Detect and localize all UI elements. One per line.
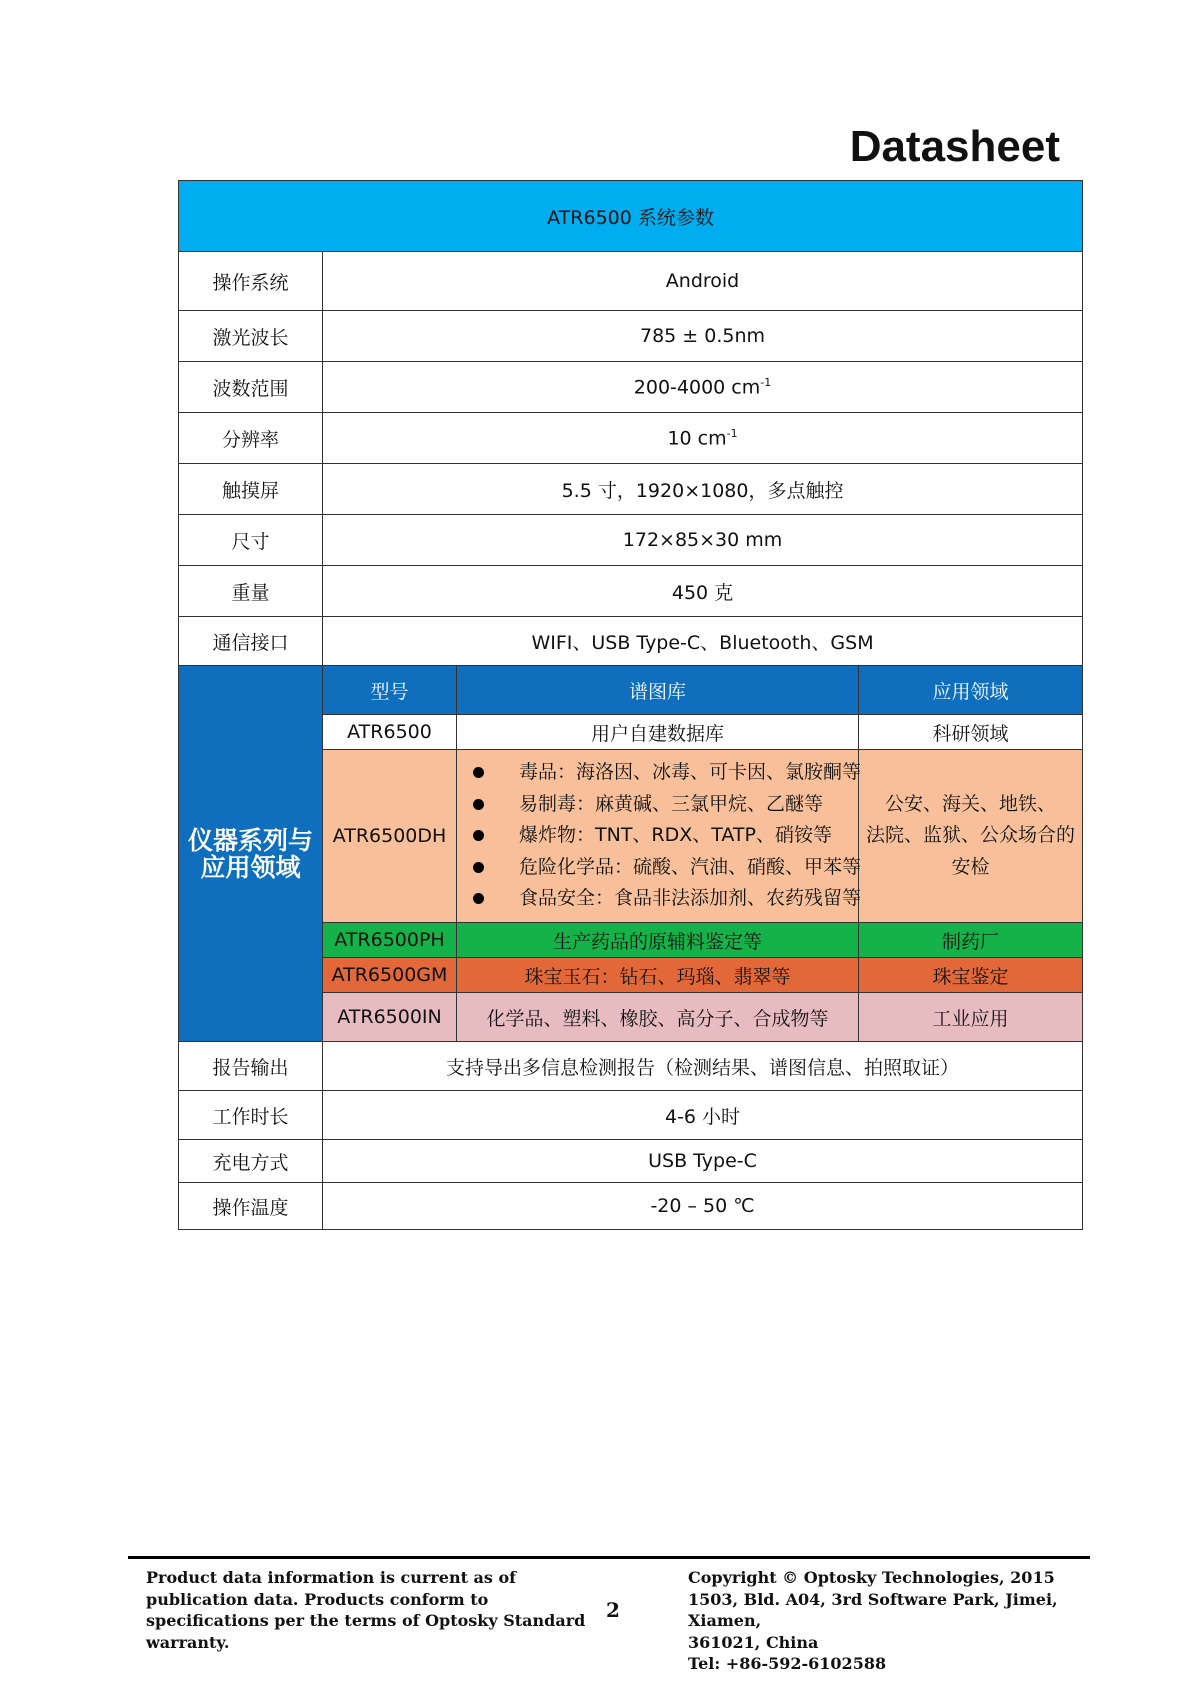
row-value: WIFI、USB Type-C、Bluetooth、GSM — [323, 617, 1083, 666]
row-label: 工作时长 — [179, 1091, 323, 1140]
series-model: ATR6500 — [323, 715, 457, 750]
footer-disclaimer: Product data information is current as of publication data. Products conform to specifications per the terms of Optosky Standard warranty. — [146, 1568, 586, 1652]
row-label: 操作温度 — [179, 1183, 323, 1230]
page-number: 2 — [606, 1598, 620, 1622]
bullet-icon — [473, 830, 484, 841]
series-model: ATR6500PH — [323, 923, 457, 958]
bullet-icon — [473, 799, 484, 810]
series-application: 公安、海关、地铁、 法院、监狱、公众场合的 安检 — [859, 750, 1083, 923]
list-item: 危险化学品：硫酸、汽油、硝酸、甲苯等 — [473, 852, 852, 884]
list-item: 爆炸物：TNT、RDX、TATP、硝铵等 — [473, 820, 852, 852]
row-label: 激光波长 — [179, 311, 323, 362]
table-row — [179, 515, 1083, 566]
row-label: 分辨率 — [179, 413, 323, 464]
row-label: 报告输出 — [179, 1042, 323, 1091]
list-item: 易制毒：麻黄碱、三氯甲烷、乙醚等 — [473, 789, 852, 821]
row-value: 200-4000 $cm^{-1}$ — [323, 362, 1083, 413]
row-value: 785 ± 0.5nm — [323, 311, 1083, 362]
row-label: 波数范围 — [179, 362, 323, 413]
row-label: 重量 — [179, 566, 323, 617]
table-row — [179, 617, 1083, 666]
series-application: 科研领域 — [859, 715, 1083, 750]
table-row — [179, 413, 1083, 464]
col-header-model: 型号 — [323, 666, 457, 715]
table-row — [179, 1183, 1083, 1230]
series-header-row — [179, 666, 1083, 715]
table-row — [179, 311, 1083, 362]
footer-copyright: Copyright © Optosky Technologies, 2015 1503, Bld. A04, 3rd Software Park, Jimei, Xiamen, 361021, China Tel: +86-592-6102588 — [688, 1568, 1058, 1673]
series-side-label: 仪器系列与 应用领域 — [179, 666, 323, 1042]
series-library: 用户自建数据库 — [457, 715, 859, 750]
bullet-icon — [473, 893, 484, 904]
series-model: ATR6500IN — [323, 993, 457, 1042]
list-item: 毒品：海洛因、冰毒、可卡因、氯胺酮等 — [473, 757, 852, 789]
series-library: 化学品、塑料、橡胶、高分子、合成物等 — [457, 993, 859, 1042]
row-value: 450 克 — [323, 566, 1083, 617]
row-value: 5.5 寸，1920×1080，多点触控 — [323, 464, 1083, 515]
bullet-icon — [473, 767, 484, 778]
table-row — [179, 566, 1083, 617]
row-value: Android — [323, 252, 1083, 311]
series-application: 工业应用 — [859, 993, 1083, 1042]
list-item: 食品安全：食品非法添加剂、农药残留等 — [473, 883, 852, 915]
row-label: 充电方式 — [179, 1140, 323, 1183]
table-row — [179, 362, 1083, 413]
table-row — [179, 1140, 1083, 1183]
row-label: 操作系统 — [179, 252, 323, 311]
series-library: 生产药品的原辅料鉴定等 — [457, 923, 859, 958]
series-library: 珠宝玉石：钻石、玛瑙、翡翠等 — [457, 958, 859, 993]
table-row — [179, 252, 1083, 311]
table-row — [179, 1091, 1083, 1140]
row-label: 尺寸 — [179, 515, 323, 566]
row-value: -20 – 50 ℃ — [323, 1183, 1083, 1230]
col-header-library: 谱图库 — [457, 666, 859, 715]
col-header-application: 应用领域 — [859, 666, 1083, 715]
table-row — [179, 464, 1083, 515]
table-row — [179, 1042, 1083, 1091]
spec-table — [178, 180, 1083, 1230]
bullet-icon — [473, 862, 484, 873]
table-caption: ATR6500 系统参数 — [179, 181, 1083, 252]
series-library — [457, 750, 862, 923]
series-model: ATR6500GM — [323, 958, 457, 993]
footer-divider — [128, 1556, 1090, 1559]
datasheet-title: Datasheet — [849, 122, 1060, 171]
row-label: 触摸屏 — [179, 464, 323, 515]
series-application: 珠宝鉴定 — [859, 958, 1083, 993]
row-value: USB Type-C — [323, 1140, 1083, 1183]
series-application: 制药厂 — [859, 923, 1083, 958]
row-value: 172×85×30 mm — [323, 515, 1083, 566]
row-value: 10 $cm^{-1}$ — [323, 413, 1083, 464]
series-model: ATR6500DH — [323, 750, 457, 923]
row-label: 通信接口 — [179, 617, 323, 666]
row-value: 4-6 小时 — [323, 1091, 1083, 1140]
row-value: 支持导出多信息检测报告（检测结果、谱图信息、拍照取证） — [323, 1042, 1083, 1091]
